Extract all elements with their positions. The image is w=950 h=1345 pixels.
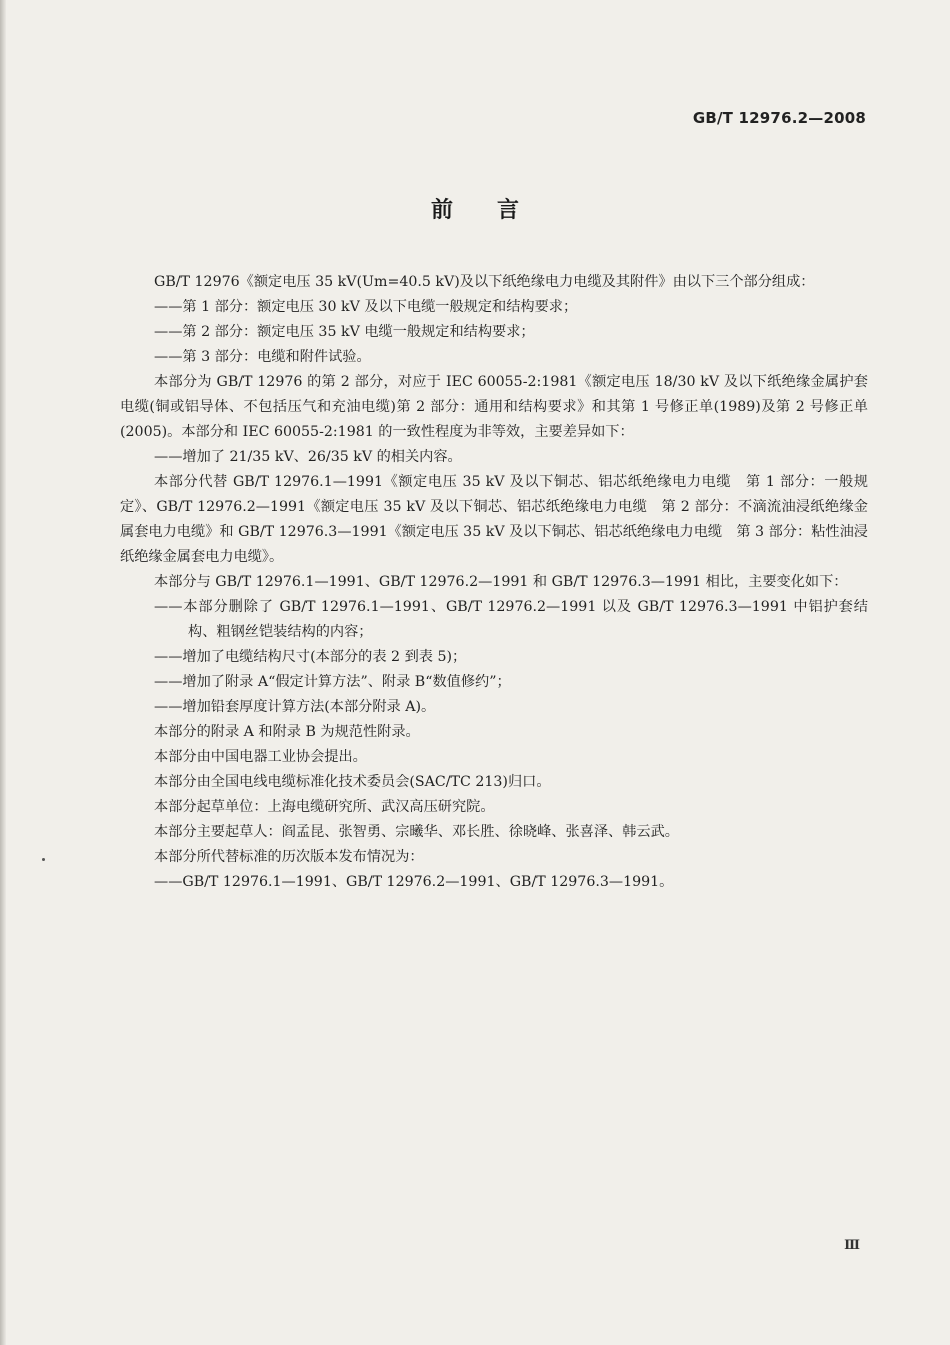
paragraph: GB/T 12976《额定电压 35 kV(Um=40.5 kV)及以下纸绝缘电力电缆及其附件》由以下三个部分组成： xyxy=(154,274,815,290)
paragraph: 本部分与 GB/T 12976.1—1991、GB/T 12976.2—1991 和 GB/T 12976.3—1991 相比，主要变化如下： xyxy=(154,574,848,590)
list-item: ——本部分删除了 GB/T 12976.1—1991、GB/T 12976.2—1991 以及 GB/T 12976.3—1991 中铝护套结构、粗钢丝铠装结构的内容； xyxy=(154,599,868,640)
paragraph: 本部分起草单位：上海电缆研究所、武汉高压研究院。 xyxy=(154,799,495,815)
paragraph: 本部分由中国电器工业协会提出。 xyxy=(154,749,367,765)
paragraph: 本部分所代替标准的历次版本发布情况为： xyxy=(154,849,424,865)
paragraph: 本部分的附录 A 和附录 B 为规范性附录。 xyxy=(154,724,420,740)
list-item: ——增加了电缆结构尺寸(本部分的表 2 到表 5)； xyxy=(154,649,467,665)
list-item: ——第 1 部分：额定电压 30 kV 及以下电缆一般规定和结构要求； xyxy=(154,299,578,315)
list-item: ——GB/T 12976.1—1991、GB/T 12976.2—1991、GB/T 12976.3—1991。 xyxy=(154,874,674,890)
paragraph: 本部分主要起草人：阎孟昆、张智勇、宗曦华、邓长胜、徐晓峰、张喜泽、韩云武。 xyxy=(154,824,679,840)
paragraph: 本部分为 GB/T 12976 的第 2 部分，对应于 IEC 60055-2:1981《额定电压 18/30 kV 及以下纸绝缘金属护套电缆(铜或铝导体、不包括压气和充油电缆)第 2 部分：通用和结构要求》和其第 1 号修正单(1989)及第 2 号修正单(2005)。本部分和 IEC 60055-2:1981 的一致性程度为非等效，主要差异如下： xyxy=(120,374,868,440)
foreword-body xyxy=(120,270,868,895)
paragraph: 本部分由全国电线电缆标准化技术委员会(SAC/TC 213)归口。 xyxy=(154,774,551,790)
list-item: ——第 2 部分：额定电压 35 kV 电缆一般规定和结构要求； xyxy=(154,324,535,340)
page-title: 前言 xyxy=(430,198,563,223)
list-item: ——增加铅套厚度计算方法(本部分附录 A)。 xyxy=(154,699,436,715)
paragraph: 本部分代替 GB/T 12976.1—1991《额定电压 35 kV 及以下铜芯、铝芯纸绝缘电力电缆 第 1 部分：一般规定》、GB/T 12976.2—1991《额定电压 35 kV 及以下铜芯、铝芯纸绝缘电力电缆 第 2 部分：不滴流油浸纸绝缘金属套电力电缆》和 GB/T 12976.3—1991《额定电压 35 kV 及以下铜芯、铝芯纸绝缘电力电缆 第 3 部分：粘性油浸纸绝缘金属套电力电缆》。 xyxy=(120,474,868,565)
list-item: ——增加了附录 A“假定计算方法”、附录 B“数值修约”； xyxy=(154,674,511,690)
page-number: Ⅲ xyxy=(844,1238,860,1253)
list-item: ——第 3 部分：电缆和附件试验。 xyxy=(154,349,371,365)
standard-number: GB/T 12976.2—2008 xyxy=(692,109,866,127)
list-item: ——增加了 21/35 kV、26/35 kV 的相关内容。 xyxy=(154,449,462,465)
scan-speck xyxy=(42,858,45,861)
